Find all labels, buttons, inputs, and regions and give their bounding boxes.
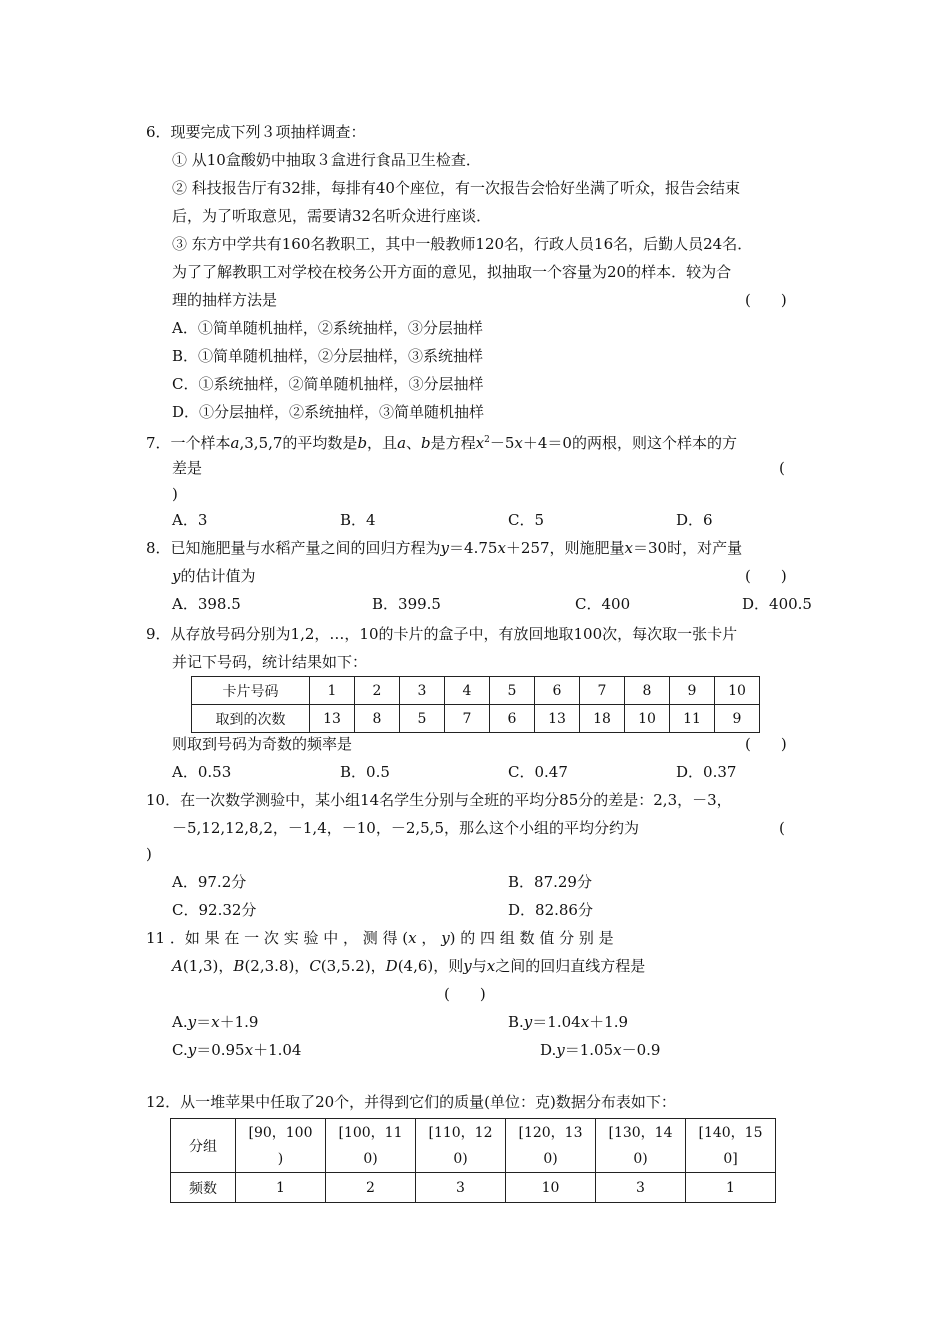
table-head-cell: 频数 [171, 1173, 236, 1203]
table-cell: 1 [236, 1173, 326, 1203]
q8-option-a: A．398.5 [172, 595, 241, 613]
q11-option-a: A.y＝x＋1.9 [172, 1013, 259, 1031]
q6-item-2b: 后，为了听取意见，需要请32名听众进行座谈． [172, 207, 492, 225]
table-cell: 9 [670, 677, 715, 705]
table-cell: [120，13 0) [506, 1119, 596, 1173]
q10-option-a: A．97.2分 [172, 873, 247, 891]
q10-paren-right: ) [146, 845, 152, 863]
q6-option-b: B．①简单随机抽样，②分层抽样，③系统抽样 [172, 347, 484, 365]
q11-option-c: C.y＝0.95x＋1.04 [172, 1041, 302, 1059]
q6-item-2a: ② 科技报告厅有32排，每排有40个座位，有一次报告会恰好坐满了听众，报告会结束 [172, 179, 740, 197]
q9-option-c: C．0.47 [508, 763, 568, 781]
q6-option-d: D．①分层抽样，②系统抽样，③简单随机抽样 [172, 403, 485, 421]
q9-answer-paren: ( ) [745, 735, 787, 753]
q8-line-1: 8．已知施肥量与水稻产量之间的回归方程为y＝4.75x＋257，则施肥量x＝30时，对产量 [146, 539, 743, 557]
q9-option-a: A．0.53 [172, 763, 232, 781]
q8-line-2: y的估计值为 [172, 567, 256, 585]
q8-option-b: B．399.5 [372, 595, 441, 613]
table-cell: 3 [416, 1173, 506, 1203]
q12-apple-table [170, 1118, 776, 1203]
q10-line-2: －5,12,12,8,2，－1,4，－10，－2,5,5，那么这个小组的平均分约为 [172, 819, 639, 837]
table-cell: 6 [535, 677, 580, 705]
q12-line-1: 12．从一堆苹果中任取了20个，并得到它们的质量(单位：克)数据分布表如下： [146, 1093, 676, 1111]
table-cell: 8 [625, 677, 670, 705]
table-cell: 13 [310, 705, 355, 733]
q10-option-d: D．82.86分 [508, 901, 593, 919]
table-row [171, 1119, 776, 1173]
table-cell: 6 [490, 705, 535, 733]
table-cell: 7 [580, 677, 625, 705]
q6-item-3c: 理的抽样方法是 [172, 291, 278, 309]
q6-item-1: ① 从10盒酸奶中抽取３盒进行食品卫生检查． [172, 151, 481, 169]
table-cell: 3 [596, 1173, 686, 1203]
table-cell: [140，15 0] [686, 1119, 776, 1173]
q6-answer-paren: ( ) [745, 291, 787, 309]
q8-option-c: C．400 [575, 595, 631, 613]
q6-stem: 6．现要完成下列３项抽样调查： [146, 123, 366, 141]
q8-option-d: D．400.5 [742, 595, 812, 613]
q7-line-2: 差是 [172, 459, 203, 477]
table-cell: 8 [355, 705, 400, 733]
table-cell: 4 [445, 677, 490, 705]
table-cell: 18 [580, 705, 625, 733]
table-row [171, 1173, 776, 1203]
q11-answer-paren: ( ) [444, 985, 486, 1003]
q10-line-1: 10．在一次数学测验中，某小组14名学生分别与全班的平均分85分的差是：2,3，－3， [146, 791, 732, 809]
q9-card-table [191, 676, 760, 733]
q9-line-1: 9．从存放号码分别为1,2，…，10的卡片的盒子中，有放回地取100次，每次取一张卡片 [146, 625, 738, 643]
table-cell: 10 [625, 705, 670, 733]
q9-line-3: 则取到号码为奇数的频率是 [172, 735, 353, 753]
q11-line-2: A(1,3)，B(2,3.8)，C(3,5.2)，D(4,6)，则y与x之间的回归直线方程是 [172, 957, 646, 975]
q7-option-d: D．6 [676, 511, 713, 529]
table-cell: 7 [445, 705, 490, 733]
table-cell: 10 [506, 1173, 596, 1203]
q7-option-c: C．5 [508, 511, 545, 529]
table-cell: 3 [400, 677, 445, 705]
q7-paren-left: ( [779, 459, 785, 477]
q7-paren-right: ) [172, 485, 178, 503]
q11-line-1: 11 ．如 果 在 一 次 实 验 中 ， 测 得 (x ， y) 的 四 组 数 值 分 别 是 [146, 929, 614, 947]
q6-item-3b: 为了了解教职工对学校在校务公开方面的意见，拟抽取一个容量为20的样本．较为合 [172, 263, 732, 281]
table-cell: 10 [715, 677, 760, 705]
q9-option-b: B．0.5 [340, 763, 390, 781]
q11-option-b: B.y＝1.04x＋1.9 [508, 1013, 629, 1031]
table-cell: 1 [310, 677, 355, 705]
q10-option-c: C．92.32分 [172, 901, 257, 919]
q7-line-1: 7．一个样本a,3,5,7的平均数是b，且a、b是方程$x^2-5x+4=0$的两根，则这个样本的方 [146, 434, 737, 452]
table-cell: [100，11 0) [326, 1119, 416, 1173]
table-cell: 5 [400, 705, 445, 733]
table-head-cell: 卡片号码 [192, 677, 310, 705]
table-cell: 5 [490, 677, 535, 705]
table-cell: [90，100 ) [236, 1119, 326, 1173]
table-cell: [110，12 0) [416, 1119, 506, 1173]
table-cell: 1 [686, 1173, 776, 1203]
q9-line-2: 并记下号码，统计结果如下： [172, 653, 368, 671]
table-row [192, 705, 760, 733]
table-cell: 11 [670, 705, 715, 733]
q9-option-d: D．0.37 [676, 763, 737, 781]
table-cell: 9 [715, 705, 760, 733]
table-cell: [130，14 0) [596, 1119, 686, 1173]
table-head-cell: 分组 [171, 1119, 236, 1173]
table-cell: 13 [535, 705, 580, 733]
q6-option-c: C．①系统抽样，②简单随机抽样，③分层抽样 [172, 375, 484, 393]
q11-option-d: D.y＝1.05x－0.9 [540, 1041, 661, 1059]
q10-option-b: B．87.29分 [508, 873, 592, 891]
table-cell: 2 [326, 1173, 416, 1203]
q7-option-b: B．4 [340, 511, 376, 529]
table-row [192, 677, 760, 705]
q7-option-a: A．3 [172, 511, 208, 529]
table-cell: 2 [355, 677, 400, 705]
q10-paren-left: ( [779, 819, 785, 837]
table-head-cell: 取到的次数 [192, 705, 310, 733]
q8-answer-paren: ( ) [745, 567, 787, 585]
q6-item-3a: ③ 东方中学共有160名教职工，其中一般教师120名，行政人员16名，后勤人员24名． [172, 235, 753, 253]
q6-option-a: A．①简单随机抽样，②系统抽样，③分层抽样 [172, 319, 483, 337]
